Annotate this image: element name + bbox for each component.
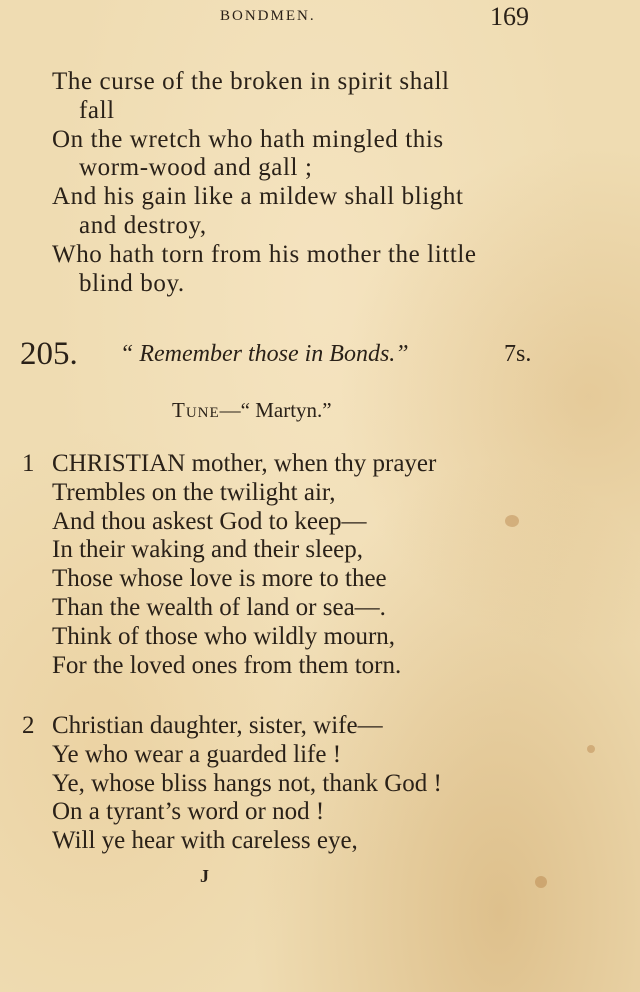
verse-line: Those whose love is more to thee [52,565,387,593]
verse-line: For the loved ones from them torn. [52,651,402,679]
stanza-line: On the wretch who hath mingled this [52,125,444,153]
page-number: 169 [490,2,529,31]
verse-line: In their waking and their sleep, [52,536,364,564]
stanza-line: fall [79,96,115,124]
verse-line: Ye, whose bliss hangs not, thank God ! [52,769,442,797]
verse-text: CHRISTIAN mother, when thy prayer [52,450,437,477]
verse-line: Trembles on the twilight air, [52,478,336,506]
stain-spot [535,876,547,888]
hymn-title: “ Remember those in Bonds.” [120,341,409,367]
verse-line [22,712,442,741]
stanza-line: The curse of the broken in spirit shall [52,68,450,95]
verse-1 [22,450,436,680]
stanza-line: blind boy. [79,269,185,297]
verse-number: 2 [22,712,35,739]
stanza-line: And his gain like a mildew shall blight [52,183,464,211]
hymn-number: 205. [20,336,78,372]
verse-line: On a tyrant’s word or nod ! [52,798,325,826]
verse-2 [22,712,442,856]
previous-stanza [52,68,477,298]
verse-line [22,450,436,479]
hymn-meter: 7s. [504,341,532,367]
stanza-line: Who hath torn from his mother the little [52,240,477,268]
verse-line: Will ye hear with careless eye, [52,827,358,855]
stanza-line: and destroy, [79,211,207,239]
verse-line: Than the wealth of land or sea—. [52,593,386,621]
stain-spot [587,745,595,753]
verse-line: Ye who wear a guarded life ! [52,740,342,768]
verse-number: 1 [22,450,35,477]
verse-line: Think of those who wildly mourn, [52,622,396,650]
signature-mark: J [200,866,209,886]
tune-line [172,398,332,423]
verse-line: And thou askest God to keep— [52,507,367,535]
tune-label: Tune [172,398,220,422]
running-head: BONDMEN. [220,8,316,24]
tune-name: —“ Martyn.” [219,398,332,422]
stain-spot [505,515,519,527]
verse-text: Christian daughter, sister, wife— [52,712,383,739]
stanza-line: worm-wood and gall ; [79,154,313,182]
